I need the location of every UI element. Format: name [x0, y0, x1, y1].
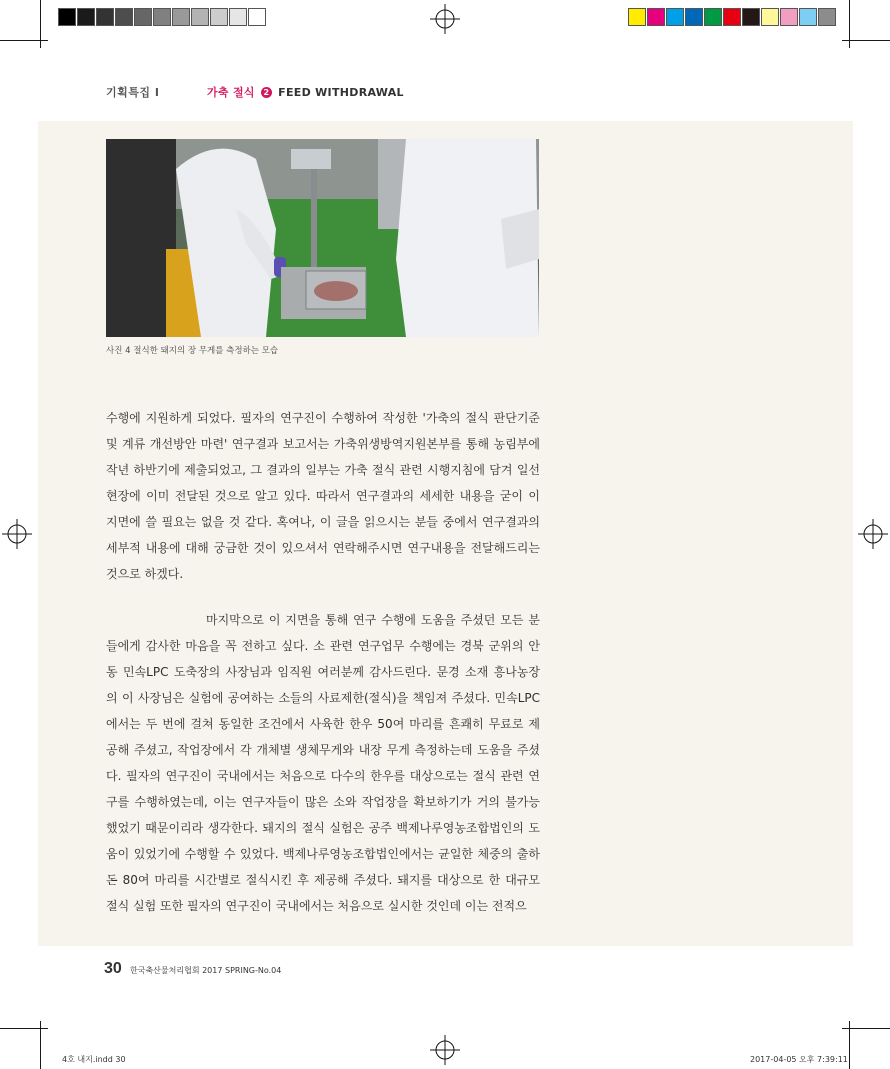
text-line: 절식 실험 또한 필자의 연구진이 국내에서는 처음으로 실시한 것인데 이는 전적으: [106, 899, 527, 913]
color-bar: [628, 8, 837, 28]
color-swatch: [742, 8, 760, 26]
color-swatch: [761, 8, 779, 26]
topic-title-en: FEED WITHDRAWAL: [278, 86, 404, 99]
photo-caption: 사진 4 절식한 돼지의 장 무게를 측정하는 모습: [106, 346, 279, 356]
text-line: 했었기 때문이리라 생각한다. 돼지의 절식 실험은 공주 백제나루영농조합법인의 도: [106, 821, 540, 835]
text-line: 지면에 쓸 필요는 없을 것 같다. 혹여나, 이 글을 읽으시는 분들 중에서 연구결과의: [106, 515, 540, 529]
color-swatch: [172, 8, 190, 26]
text-line: 작년 하반기에 제출되었고, 그 결과의 일부는 가축 절식 관련 시행지침에 담겨 일선: [106, 463, 540, 477]
crop-mark: [842, 1028, 890, 1029]
text-line: 다. 필자의 연구진이 국내에서는 처음으로 다수의 한우를 대상으로는 절식 관련 연: [106, 769, 540, 783]
color-swatch: [818, 8, 836, 26]
color-swatch: [153, 8, 171, 26]
crop-mark: [842, 40, 890, 41]
crop-mark: [0, 40, 48, 41]
color-swatch: [134, 8, 152, 26]
text-line: 세부적 내용에 대해 궁금한 것이 있으셔서 연락해주시면 연구내용을 전달해드리는: [106, 541, 540, 555]
text-line: 마지막으로 이 지면을 통해 연구 수행에 도움을 주셨던 모든 분: [206, 613, 540, 627]
color-swatch: [704, 8, 722, 26]
slug-filename: 4호 내지.indd 30: [62, 1055, 126, 1064]
slug-timestamp: 2017-04-05 오후 7:39:11: [750, 1055, 848, 1064]
publication-info: 한국축산물처리협회 2017 SPRING-No.04: [130, 966, 282, 975]
body-paragraph-2: [106, 607, 540, 919]
color-swatch: [77, 8, 95, 26]
text-line: 움이 있었기에 수행할 수 있었다. 백제나루영농조합법인에서는 균일한 체중의 출하: [106, 847, 540, 861]
color-swatch: [229, 8, 247, 26]
registration-mark-icon: [2, 519, 32, 549]
section-label: 기획특집 I: [106, 86, 160, 99]
color-swatch: [58, 8, 76, 26]
color-swatch: [666, 8, 684, 26]
topic-title: 가축 절식: [207, 86, 255, 99]
text-line: 공해 주셨고, 작업장에서 각 개체별 생체무게와 내장 무게 측정하는데 도움을 주셨: [106, 743, 540, 757]
color-swatch: [685, 8, 703, 26]
color-swatch: [628, 8, 646, 26]
color-swatch: [96, 8, 114, 26]
color-swatch: [723, 8, 741, 26]
color-swatch: [799, 8, 817, 26]
text-line: 것으로 하겠다.: [106, 567, 184, 581]
text-line: 현장에 이미 전달된 것으로 알고 있다. 따라서 연구결과의 세세한 내용을 굳이 이: [106, 489, 540, 503]
color-swatch: [647, 8, 665, 26]
text-line: 의 이 사장님은 실험에 공여하는 소들의 사료제한(절식)을 책임져 주셨다. 민속LPC: [106, 691, 540, 705]
registration-mark-icon: [430, 4, 460, 34]
text-line: 수행에 지원하게 되었다. 필자의 연구진이 수행하여 작성한 '가축의 절식 판단기준: [106, 411, 540, 425]
color-swatch: [210, 8, 228, 26]
topic-number-badge: 2: [261, 87, 272, 98]
body-paragraph-1: [106, 405, 540, 587]
text-line: 돈 80여 마리를 시간별로 절식시킨 후 제공해 주셨다. 돼지를 대상으로 한 대규모: [106, 873, 540, 887]
text-line: 들에게 감사한 마음을 꼭 전하고 싶다. 소 관련 연구업무 수행에는 경북 군위의 안: [106, 639, 540, 653]
color-swatch: [248, 8, 266, 26]
grayscale-bar: [58, 8, 267, 28]
color-swatch: [780, 8, 798, 26]
page-number: 30: [104, 960, 122, 977]
text-line: 동 민속LPC 도축장의 사장님과 임직원 여러분께 감사드린다. 문경 소재 흥나농장: [106, 665, 540, 679]
section-topic: [207, 84, 404, 100]
registration-mark-icon: [858, 519, 888, 549]
photo-illustration: [106, 139, 539, 337]
article-photo: [106, 139, 539, 337]
text-line: 및 계류 개선방안 마련' 연구결과 보고서는 가축위생방역지원본부를 통해 농림부에: [106, 437, 540, 451]
text-line: 에서는 두 번에 걸쳐 동일한 조건에서 사육한 한우 50여 마리를 흔쾌히 무료로 제: [106, 717, 540, 731]
color-swatch: [191, 8, 209, 26]
color-swatch: [115, 8, 133, 26]
registration-mark-icon: [430, 1035, 460, 1065]
text-line: 구를 수행하였는데, 이는 연구자들이 많은 소와 작업장을 확보하기가 거의 불가능: [106, 795, 540, 809]
crop-mark: [0, 1028, 48, 1029]
